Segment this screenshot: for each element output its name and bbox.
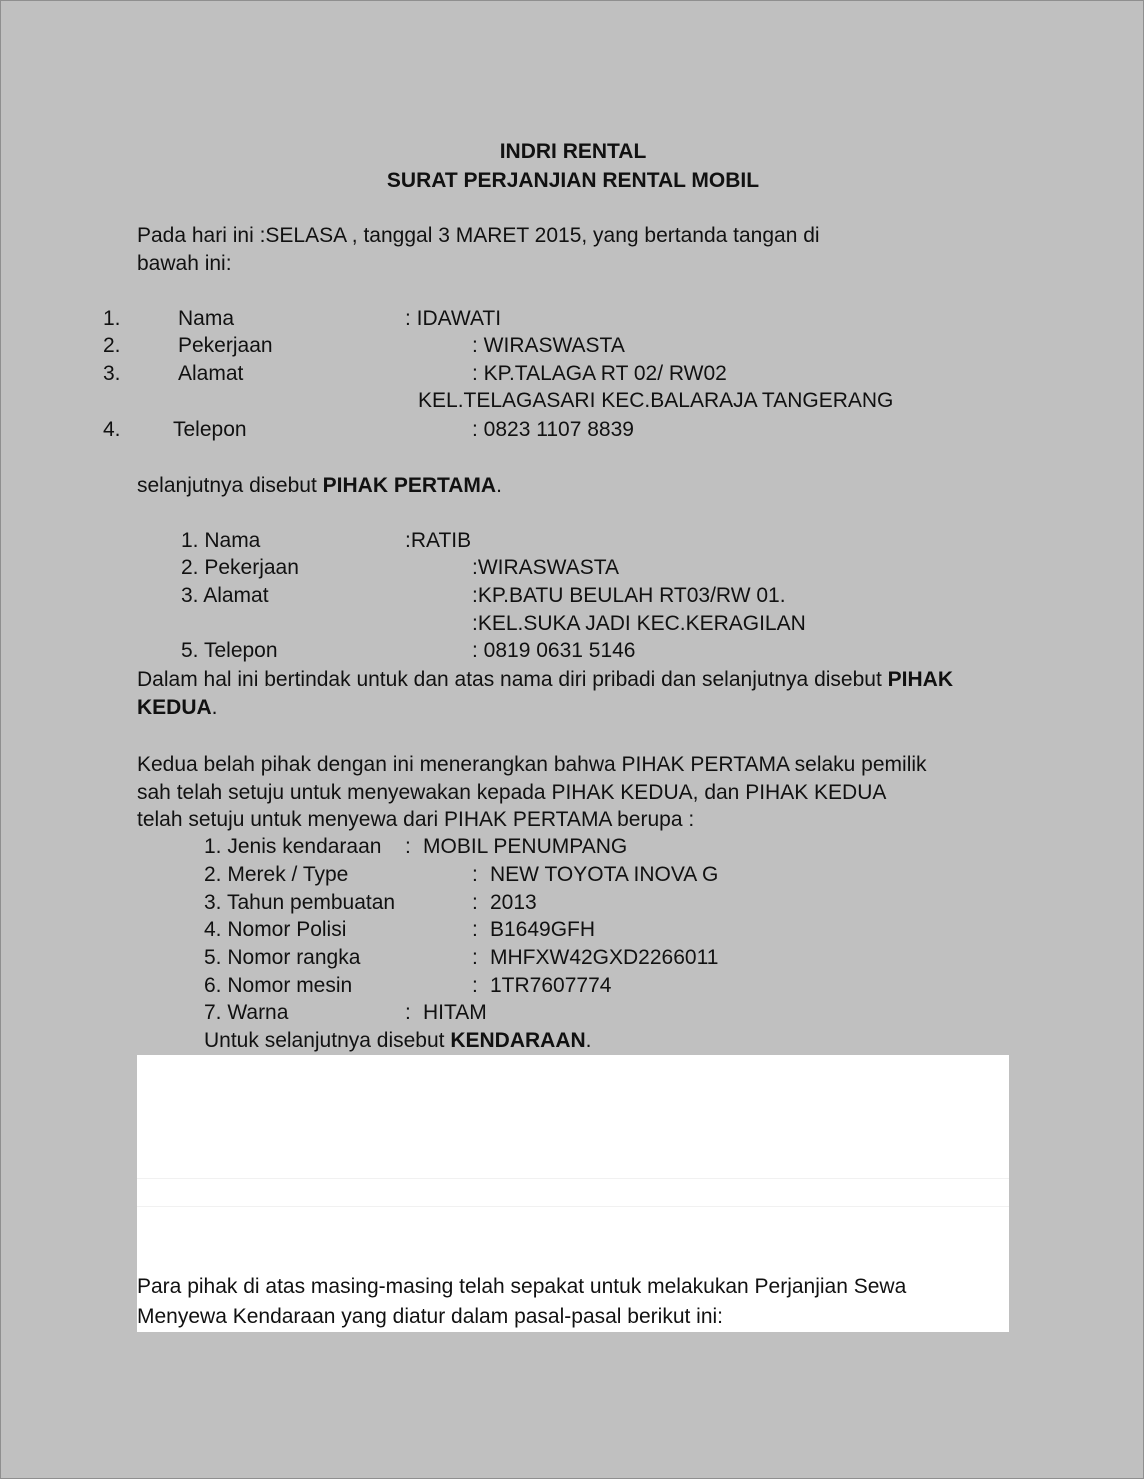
vehicle-sep: :	[472, 918, 478, 941]
party2-label: 3. Alamat	[181, 584, 269, 607]
party1-num: 2.	[103, 334, 121, 357]
vehicle-value: MHFXW42GXD2266011	[490, 946, 719, 969]
agreement-line-3: telah setuju untuk menyewa dari PIHAK PERTAMA berupa :	[137, 808, 695, 831]
vehicle-sep: :	[405, 1001, 411, 1024]
party2-value: :WIRASWASTA	[472, 556, 619, 579]
party2-label: 5. Telepon	[181, 639, 278, 662]
party2-label: 1. Nama	[181, 529, 261, 552]
agreement-line-1: Kedua belah pihak dengan ini menerangkan bahwa PIHAK PERTAMA selaku pemilik	[137, 753, 927, 776]
party1-label: Nama	[178, 307, 235, 330]
vehicle-label: 7. Warna	[204, 1001, 289, 1024]
party1-label: Pekerjaan	[178, 334, 273, 357]
party1-closing: selanjutnya disebut PIHAK PERTAMA.	[137, 474, 502, 497]
vehicle-value: 2013	[490, 891, 537, 914]
vehicle-sep: :	[472, 946, 478, 969]
party1-label: Alamat	[178, 362, 244, 385]
intro-line-2: bawah ini:	[137, 252, 232, 275]
vehicle-sep: :	[472, 974, 478, 997]
vehicle-sep: :	[472, 891, 478, 914]
vehicle-label: 3. Tahun pembuatan	[204, 891, 396, 914]
party1-value: : KP.TALAGA RT 02/ RW02	[472, 362, 727, 385]
party2-value: : 0819 0631 5146	[472, 639, 636, 662]
party2-label: 2. Pekerjaan	[181, 556, 299, 579]
faint-divider	[137, 1178, 1009, 1179]
final-line-1: Para pihak di atas masing-masing telah sepakat untuk melakukan Perjanjian Sewa	[137, 1275, 907, 1298]
vehicle-value: MOBIL PENUMPANG	[423, 835, 628, 858]
vehicle-label: 4. Nomor Polisi	[204, 918, 347, 941]
party1-value: : IDAWATI	[405, 307, 502, 330]
faint-divider	[137, 1206, 1009, 1207]
vehicle-value: B1649GFH	[490, 918, 596, 941]
vehicle-label: 5. Nomor rangka	[204, 946, 361, 969]
vehicle-closing: Untuk selanjutnya disebut KENDARAAN.	[204, 1029, 592, 1052]
party1-value: : WIRASWASTA	[472, 334, 625, 357]
party2-value: :RATIB	[405, 529, 472, 552]
party1-label: Telepon	[173, 418, 247, 441]
party2-value: :KP.BATU BEULAH RT03/RW 01.	[472, 584, 786, 607]
party1-num: 4.	[103, 418, 121, 441]
vehicle-label: 2. Merek / Type	[204, 863, 349, 886]
party1-value: : 0823 1107 8839	[472, 418, 634, 441]
vehicle-value: NEW TOYOTA INOVA G	[490, 863, 719, 886]
party1-value: KEL.TELAGASARI KEC.BALARAJA TANGERANG	[418, 389, 894, 412]
party1-num: 1.	[103, 307, 121, 330]
company-name: INDRI RENTAL	[499, 140, 647, 163]
intro-line-1: Pada hari ini :SELASA , tanggal 3 MARET 2015, yang bertanda tangan di	[137, 224, 820, 247]
document-title: SURAT PERJANJIAN RENTAL MOBIL	[386, 169, 760, 192]
vehicle-label: 1. Jenis kendaraan	[204, 835, 382, 858]
party1-num: 3.	[103, 362, 121, 385]
vehicle-label: 6. Nomor mesin	[204, 974, 353, 997]
party2-closing-line-2: KEDUA.	[137, 696, 218, 719]
vehicle-sep: :	[472, 863, 478, 886]
party2-closing-line-1: Dalam hal ini bertindak untuk dan atas nama diri pribadi dan selanjutnya disebut PIHAK	[137, 668, 953, 691]
vehicle-value: HITAM	[423, 1001, 487, 1024]
vehicle-value: 1TR7607774	[490, 974, 612, 997]
final-line-2: Menyewa Kendaraan yang diatur dalam pasal-pasal berikut ini:	[137, 1305, 724, 1328]
vehicle-sep: :	[405, 835, 411, 858]
agreement-line-2: sah telah setuju untuk menyewakan kepada PIHAK KEDUA, dan PIHAK KEDUA	[137, 781, 887, 804]
party2-value: :KEL.SUKA JADI KEC.KERAGILAN	[472, 612, 806, 635]
